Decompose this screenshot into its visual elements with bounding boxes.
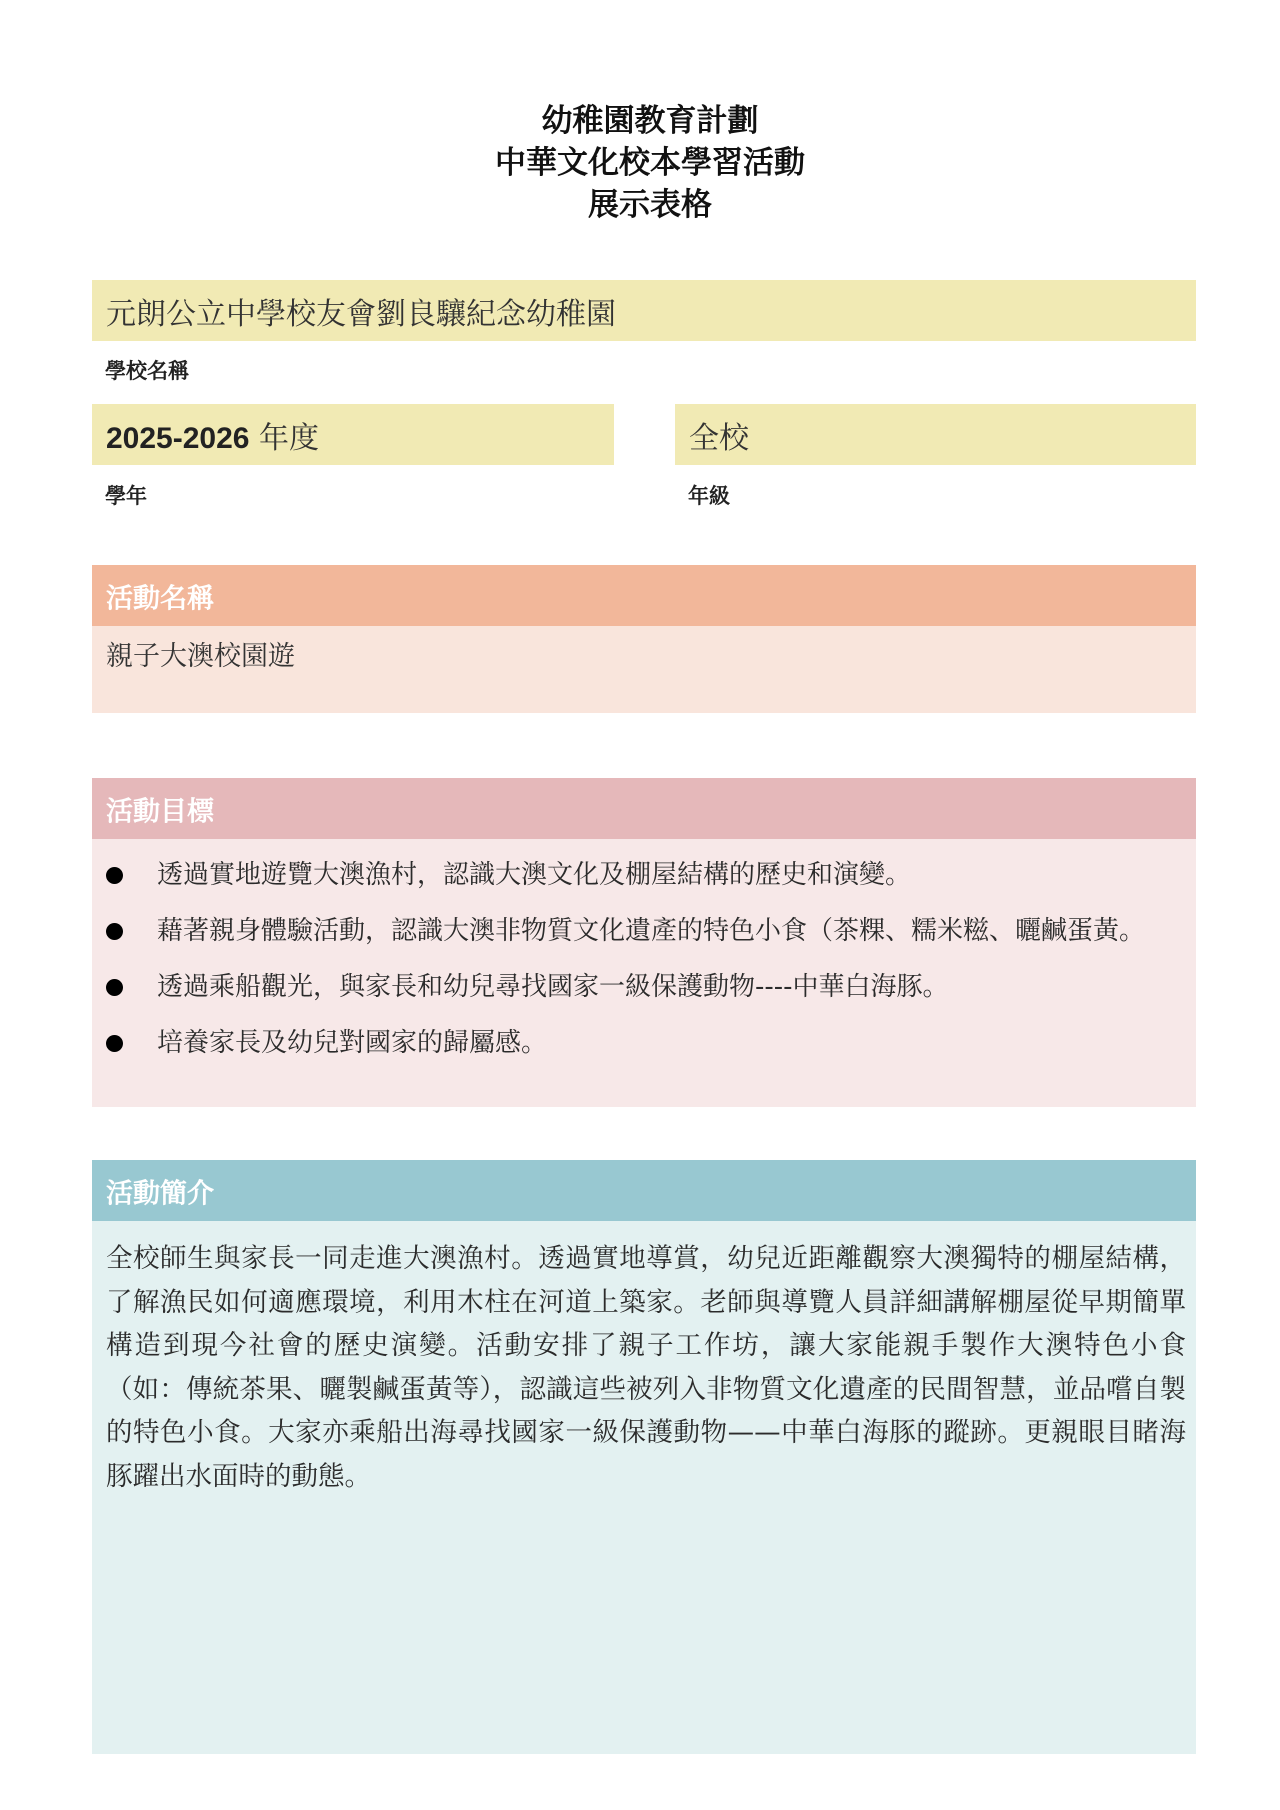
goal-text: 藉著親身體驗活動，認識大澳非物質文化遺產的特色小食（茶粿、糯米糍、曬鹹蛋黃。	[157, 916, 1146, 946]
goal-item	[92, 853, 1172, 897]
bullet-icon	[106, 979, 123, 996]
activity-goals-body[interactable]	[92, 839, 1196, 1107]
activity-goals-header	[92, 778, 1196, 839]
grade-value: 全校	[689, 420, 749, 456]
activity-intro-text: 全校師生與家長一同走進大澳漁村。透過實地導賞，幼兒近距離觀察大澳獨特的棚屋結構，了解漁民如何適應環境，利用木柱在河道上築家。老師與導覽人員詳細講解棚屋從早期簡單構造到現今社會的歷史演變。活動安排了親子工作坊，讓大家能親手製作大澳特色小食（如：傳統茶果、曬製鹹蛋黃等），認識這些被列入非物質文化遺產的民間智慧，並品嚐自製的特色小食。大家亦乘船出海尋找國家一級保護動物——中華白海豚的蹤跡。更親眼目睹海豚躍出水面時的動態。	[106, 1243, 1186, 1492]
school-year-field[interactable]	[92, 404, 614, 465]
activity-name-header-text: 活動名稱	[106, 583, 214, 614]
goal-item	[92, 1021, 1172, 1065]
school-name-field[interactable]	[92, 280, 1196, 341]
grade-label: 年級	[688, 484, 730, 508]
school-name-label: 學校名稱	[105, 359, 189, 383]
school-name-value: 元朗公立中學校友會劉良驤紀念幼稚園	[106, 296, 616, 332]
goal-item	[92, 909, 1172, 953]
bullet-icon	[106, 923, 123, 940]
school-year-value	[106, 413, 319, 457]
bullet-icon	[106, 867, 123, 884]
goal-text: 透過實地遊覽大澳漁村，認識大澳文化及棚屋結構的歷史和演變。	[157, 860, 912, 890]
activity-intro-header	[92, 1160, 1196, 1221]
grade-field[interactable]	[675, 404, 1196, 465]
activity-name-body[interactable]	[92, 626, 1196, 713]
goal-text: 透過乘船觀光，與家長和幼兒尋找國家一級保護動物----中華白海豚。	[157, 972, 949, 1002]
goals-list	[92, 839, 1196, 1065]
title-line-1: 幼稚園教育計劃	[541, 103, 759, 139]
activity-name-value: 親子大澳校園遊	[106, 641, 295, 672]
title-line-3: 展示表格	[588, 187, 712, 223]
page-title	[0, 100, 1280, 226]
bullet-icon	[106, 1035, 123, 1052]
goal-text: 培養家長及幼兒對國家的歸屬感。	[157, 1028, 548, 1058]
activity-intro-header-text: 活動簡介	[106, 1178, 214, 1209]
school-year-label: 學年	[105, 484, 147, 508]
activity-name-header	[92, 565, 1196, 626]
activity-goals-header-text: 活動目標	[106, 796, 214, 827]
school-year-number: 2025-2026	[106, 421, 250, 455]
activity-intro-body[interactable]	[92, 1221, 1196, 1754]
title-line-2: 中華文化校本學習活動	[495, 145, 805, 181]
school-year-suffix: 年度	[249, 420, 320, 456]
goal-item	[92, 965, 1172, 1009]
